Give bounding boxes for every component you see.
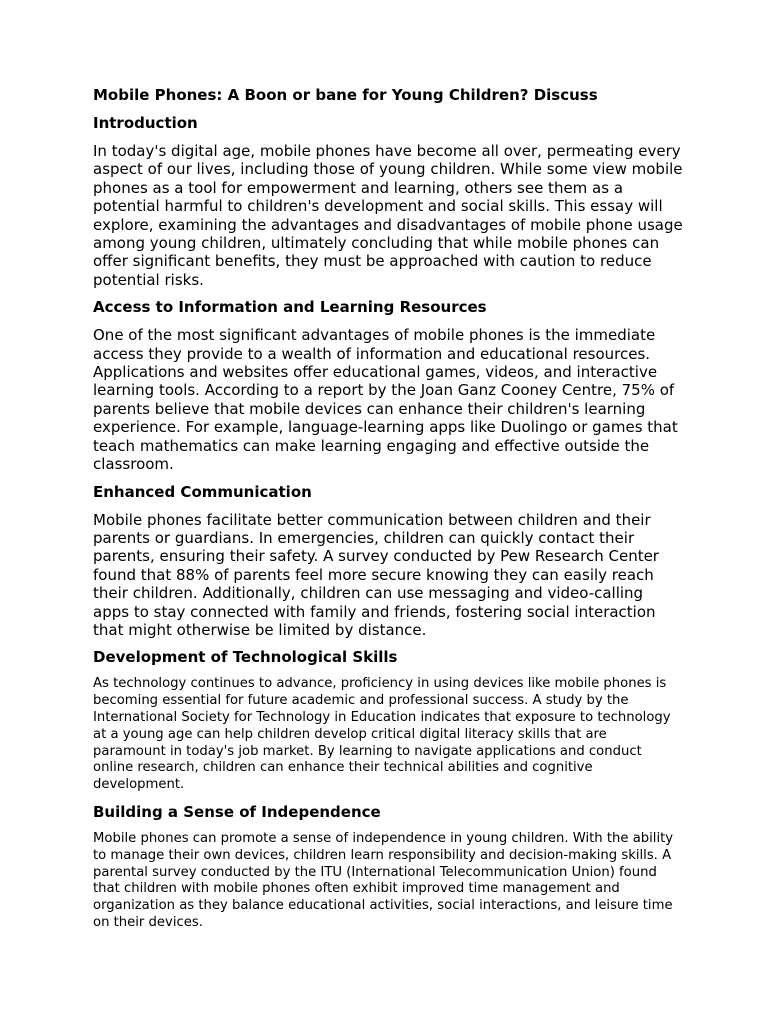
- section-heading-access-to-information: Access to Information and Learning Resources: [93, 298, 487, 317]
- section-heading-technological-skills: Development of Technological Skills: [93, 648, 398, 667]
- document-title: Mobile Phones: A Boon or bane for Young Children? Discuss: [93, 86, 598, 104]
- section-heading-independence: Building a Sense of Independence: [93, 802, 381, 821]
- section-body-independence: Mobile phones can promote a sense of independence in young children. With the ability to manage their own devices, children learn responsibility and decision-making skills. A parental survey conducted by the ITU (International Telecommunication Union) found that children with mobile phones often exhibit improved time management and organization as they balance educational activities, social interactions, and leisure time on their devices.: [93, 830, 674, 930]
- section-body-introduction: In today's digital age, mobile phones have become all over, permeating every aspect of our lives, including those of young children. While some view mobile phones as a tool for empowerment and learning, others see them as a potential harmful to children's development and social skills. This essay will explore, examining the advantages and disadvantages of mobile phone usage among young children, ultimately concluding that while mobile phones can offer significant benefits, they must be approached with caution to reduce potential risks.: [93, 142, 683, 289]
- section-heading-introduction: Introduction: [93, 114, 198, 132]
- section-heading-enhanced-communication: Enhanced Communication: [93, 482, 312, 501]
- section-body-access-to-information: One of the most significant advantages of mobile phones is the immediate access they provide to a wealth of information and educational resources. Applications and websites offer educational games, videos, and interactive learning tools. According to a report by the Joan Ganz Cooney Centre, 75% of parents believe that mobile devices can enhance their children's learning experience. For example, language-learning apps like Duolingo or games that teach mathematics can make learning engaging and effective outside the classroom.: [93, 326, 678, 474]
- section-body-enhanced-communication: Mobile phones facilitate better communication between children and their parents or guardians. In emergencies, children can quickly contact their parents, ensuring their safety. A survey conducted by Pew Research Center found that 88% of parents feel more secure knowing they can easily reach their children. Additionally, children can use messaging and video-calling apps to stay connected with family and friends, fostering social interaction that might otherwise be limited by distance.: [93, 510, 659, 639]
- document-page: [93, 86, 683, 932]
- section-body-technological-skills: As technology continues to advance, proficiency in using devices like mobile phones is becoming essential for future academic and professional success. A study by the International Society for Technology in Education indicates that exposure to technology at a young age can help children develop critical digital literacy skills that are paramount in today's job market. By learning to navigate applications and conduct online research, children can enhance their technical abilities and cognitive development.: [93, 676, 671, 793]
